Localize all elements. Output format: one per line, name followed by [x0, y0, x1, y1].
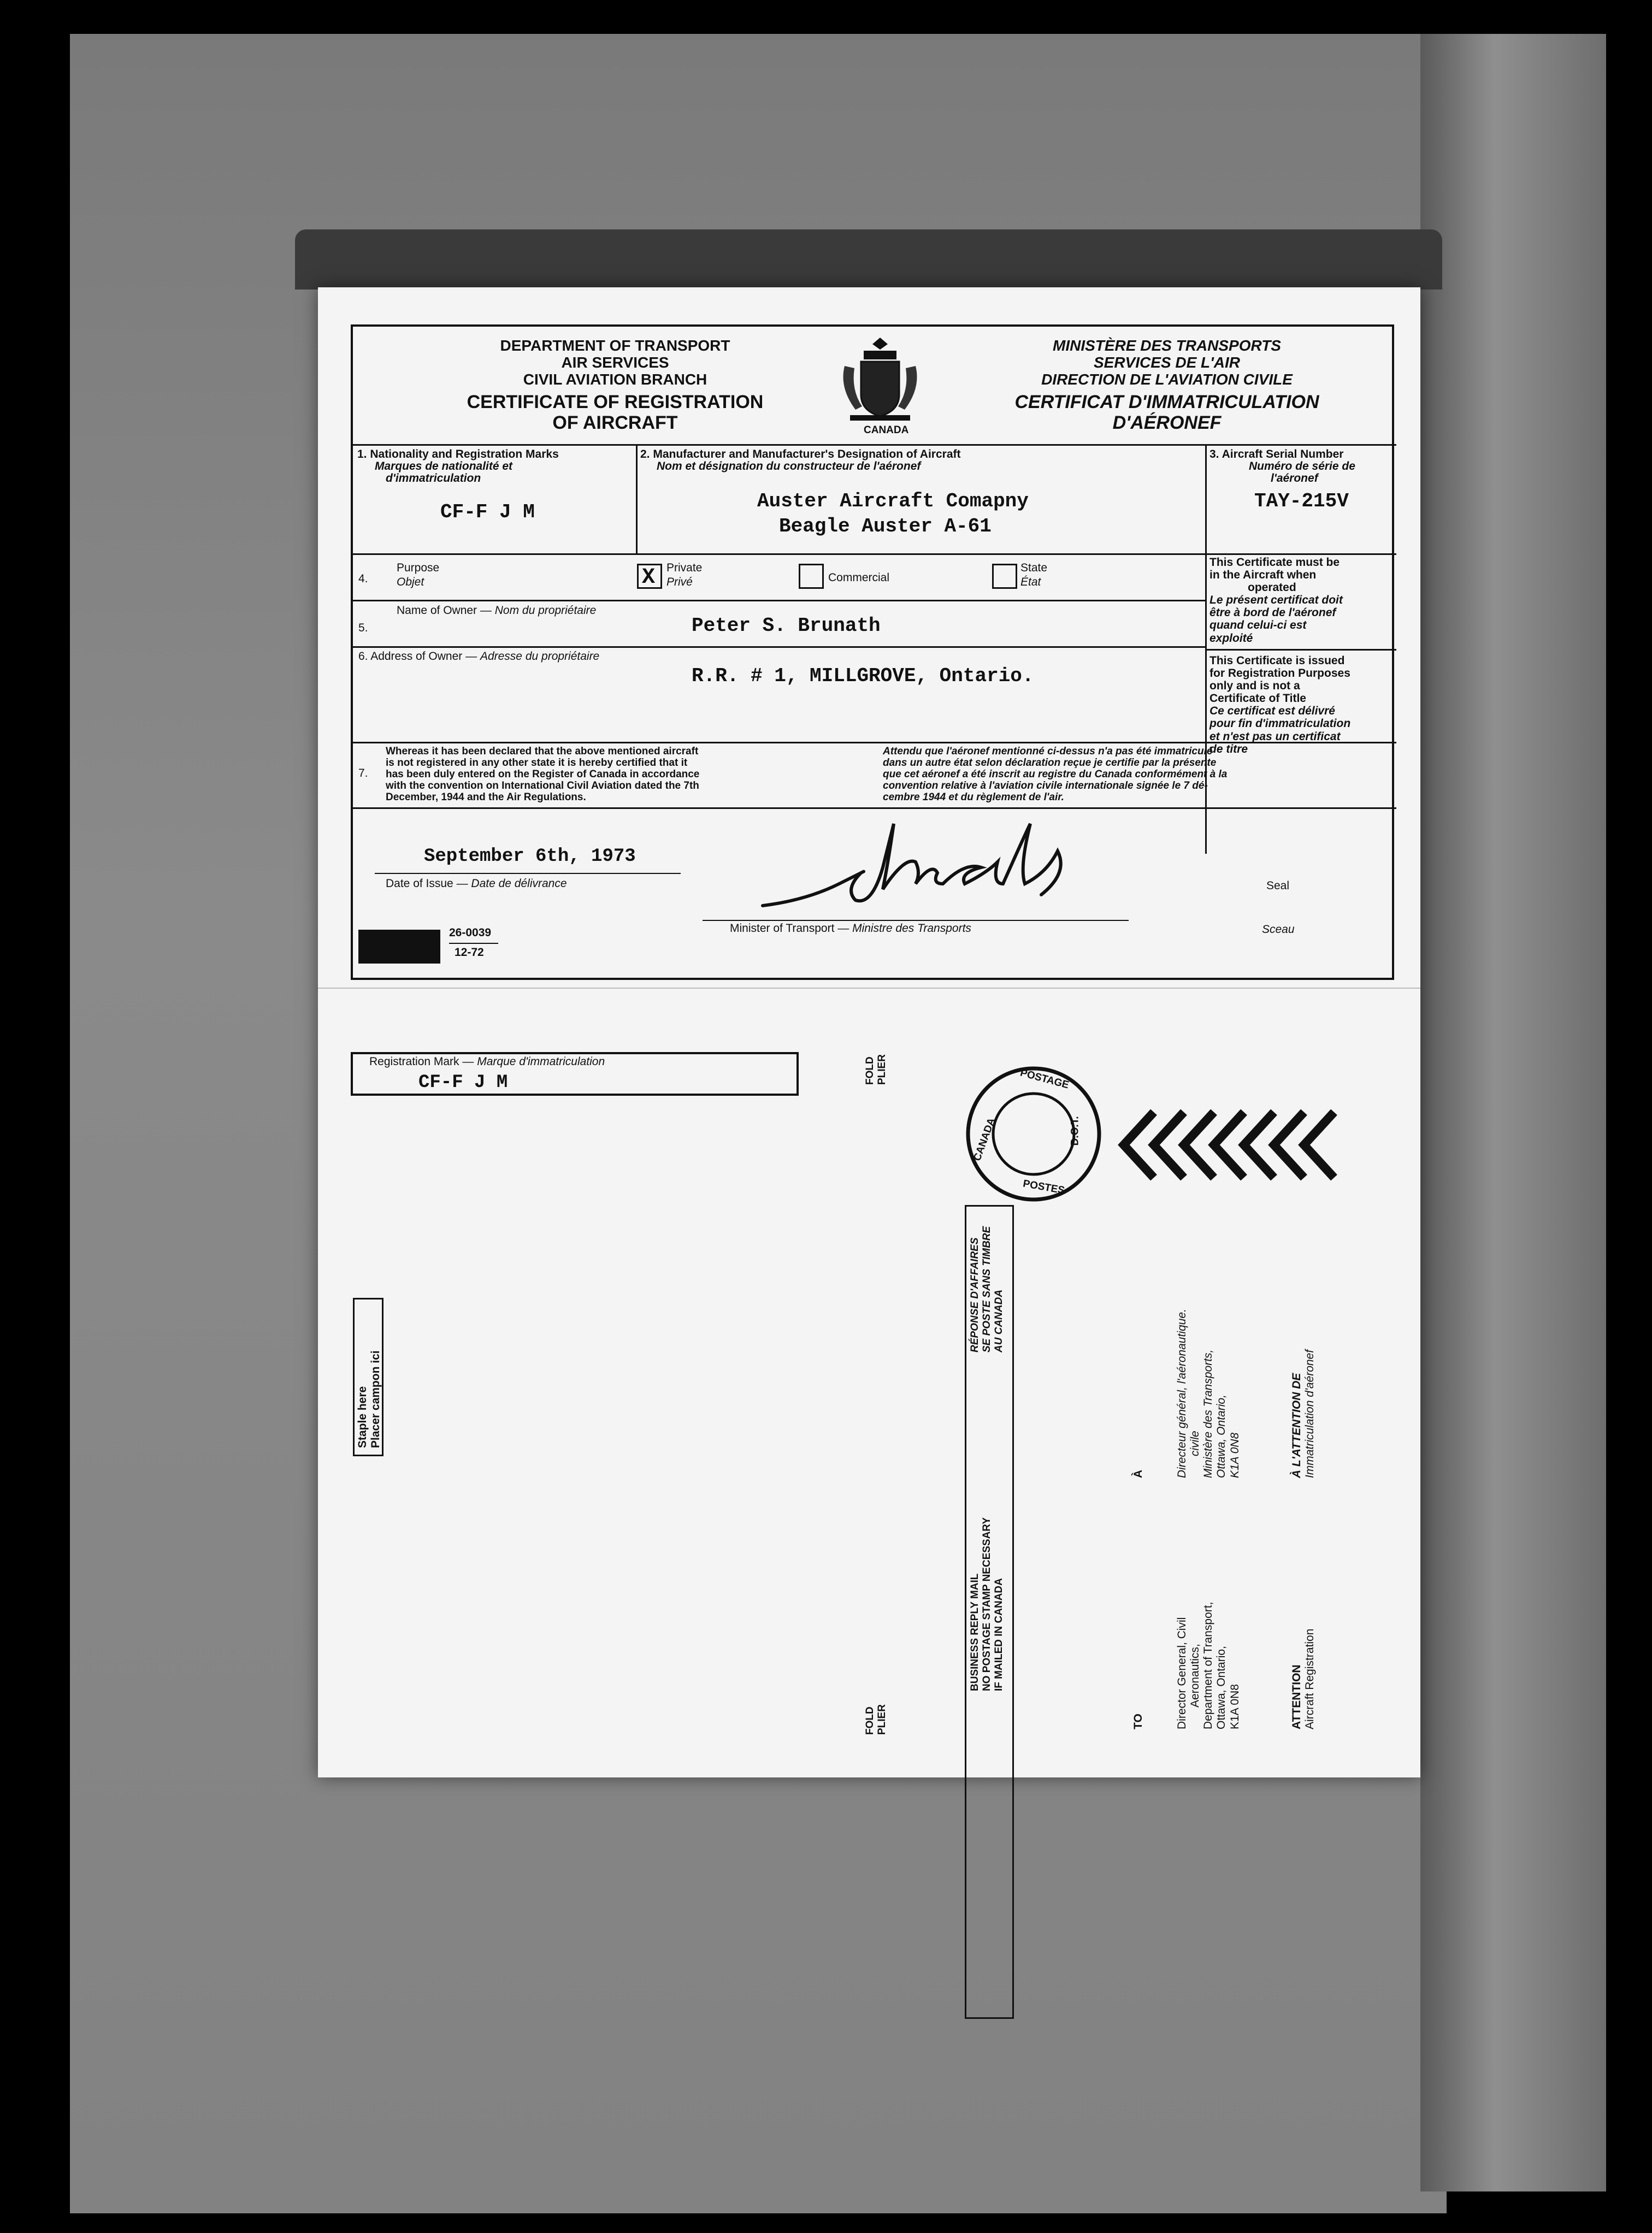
address-line: Ottawa, Ontario,	[1215, 1646, 1228, 1729]
address-label-row	[358, 650, 599, 663]
owner-label-row	[397, 604, 596, 617]
address-line: civile	[1189, 1431, 1202, 1456]
business-reply-line: NO POSTAGE STAMP NECESSARY	[981, 1517, 993, 1691]
purpose-label: Purpose	[397, 562, 440, 574]
field4-number: 4.	[358, 572, 368, 585]
field1-label-fr: d'immatriculation	[386, 472, 481, 485]
address-label-fr: Adresse du propriétaire	[480, 650, 600, 663]
address-line: Aeronautics,	[1189, 1644, 1202, 1708]
form-number: 26-0039	[449, 926, 492, 939]
declaration-line: has been duly entered on the Register of Canada in accordance	[386, 768, 700, 780]
reg-mark-label-row	[369, 1055, 605, 1068]
declaration-fr	[883, 746, 1227, 803]
address-line: Ottawa, Ontario,	[1215, 1395, 1228, 1478]
divider	[1205, 649, 1396, 651]
minister-label-row	[730, 922, 971, 935]
address-line: Director General, Civil	[1176, 1617, 1188, 1729]
serial-number-value: TAY-215V	[1254, 490, 1349, 512]
declaration-line: Whereas it has been declared that the above mentioned aircraft	[386, 746, 699, 757]
field5-number: 5.	[358, 622, 368, 634]
purpose-state-label-fr: État	[1020, 576, 1041, 588]
to-label: TO	[1132, 1714, 1144, 1729]
postage-stamp	[963, 1063, 1105, 1208]
fold-label-line: PLIER	[876, 1054, 888, 1085]
owner-label: Name of Owner —	[397, 604, 492, 617]
minister-signature	[746, 818, 1140, 925]
declaration-line: December, 1944 and the Air Regulations.	[386, 791, 586, 803]
address-line: K1A 0N8	[1228, 1432, 1241, 1478]
declaration-line: convention relative à l'aviation civile internationale signée le 7 dé-	[883, 779, 1208, 791]
emblem-label: CANADA	[864, 424, 909, 436]
reg-mark-value: CF-F J M	[418, 1072, 508, 1093]
certificate-subtitle-fr: D'AÉRONEF	[1112, 412, 1222, 433]
business-reply-text-fr	[969, 1226, 1005, 1352]
form-date: 12-72	[455, 946, 484, 959]
checkbox-mark: X	[642, 565, 656, 590]
staple-label-line: Staple here	[356, 1386, 369, 1448]
purpose-private-label: Private	[666, 562, 703, 574]
divider	[353, 444, 1396, 446]
certificate-title-en: CERTIFICATE OF REGISTRATION	[467, 392, 764, 413]
divider	[353, 646, 1205, 648]
fold-label-line: FOLD	[864, 1706, 876, 1735]
stamp-bottom-label: POSTES	[1022, 1178, 1066, 1197]
header-line: DIRECTION DE L'AVIATION CIVILE	[1041, 370, 1293, 388]
declaration-line: que cet aéronef a été inscrit au registre du Canada conformément à la	[883, 768, 1228, 780]
date-of-issue-value: September 6th, 1973	[424, 846, 636, 867]
to-label-fr: À	[1132, 1469, 1144, 1478]
registration-mark-box	[351, 1052, 799, 1096]
address-line: K1A 0N8	[1228, 1684, 1241, 1729]
fold-label-bottom	[864, 1704, 888, 1735]
purpose-state-checkbox[interactable]	[992, 564, 1017, 589]
note-line: only and is not a	[1210, 680, 1300, 693]
owner-name-value: Peter S. Brunath	[692, 615, 881, 637]
header-line: CIVIL AVIATION BRANCH	[523, 370, 707, 388]
attention-value-fr: Immatriculation d'aéronef	[1303, 1349, 1317, 1478]
owner-label-fr: Nom du propriétaire	[494, 604, 597, 617]
note-line: Certificate of Title	[1210, 692, 1306, 705]
header-left	[462, 338, 768, 433]
divider	[636, 444, 638, 553]
note-line: This Certificate must be	[1210, 556, 1340, 569]
field1-label: 1. Nationality and Registration Marks	[357, 448, 559, 460]
minister-label: Minister of Transport —	[730, 922, 849, 935]
declaration-line: is not registered in any other state it is hereby certified that it	[386, 757, 688, 769]
address-fr	[1176, 1309, 1242, 1478]
date-label: Date of Issue —	[386, 877, 468, 890]
business-reply-line: SE POSTE SANS TIMBRE	[981, 1226, 993, 1352]
note-line: quand celui-ci est	[1210, 619, 1307, 632]
seal-label: Seal	[1266, 879, 1290, 892]
staple-label	[356, 1350, 382, 1448]
divider	[353, 807, 1396, 809]
owner-address-value: R.R. # 1, MILLGROVE, Ontario.	[692, 665, 1034, 687]
stamp-left-label: CANADA	[971, 1116, 998, 1163]
business-reply-line: RÉPONSE D'AFFAIRES	[969, 1237, 981, 1352]
note-line: in the Aircraft when	[1210, 569, 1317, 582]
attention-label: ATTENTION	[1290, 1664, 1303, 1729]
purpose-note	[1210, 654, 1350, 755]
reg-mark-label-fr: Marque d'immatriculation	[477, 1055, 605, 1068]
date-label-fr: Date de délivrance	[471, 877, 567, 890]
header-line: DEPARTMENT OF TRANSPORT	[500, 337, 730, 354]
stamp-center-label: D.O.T.	[1069, 1116, 1081, 1146]
business-reply-line: AU CANADA	[993, 1289, 1005, 1352]
purpose-private-label-fr: Privé	[666, 576, 693, 588]
fold-label-line: PLIER	[876, 1704, 888, 1735]
field3-label-fr: Numéro de série de	[1249, 460, 1355, 472]
minister-underline	[703, 920, 1129, 921]
attention-en	[1290, 1629, 1317, 1729]
designation-value: Beagle Auster A-61	[779, 515, 992, 537]
attention-value: Aircraft Registration	[1303, 1628, 1317, 1729]
attention-label-fr: À L'ATTENTION DE	[1290, 1373, 1303, 1478]
redaction-block	[358, 930, 440, 964]
note-line: être à bord de l'aéronef	[1210, 606, 1336, 619]
field2-label: 2. Manufacturer and Manufacturer's Designation of Aircraft	[640, 448, 961, 460]
purpose-label-fr: Objet	[397, 576, 424, 588]
business-reply-line: BUSINESS REPLY MAIL	[969, 1573, 981, 1691]
declaration-line: with the convention on International Civil Aviation dated the 7th	[386, 779, 699, 791]
certificate-subtitle-en: OF AIRCRAFT	[552, 412, 678, 433]
note-line: exploité	[1210, 631, 1253, 645]
field1-label-fr: Marques de nationalité et	[375, 460, 513, 472]
staple-label-line: Placer campon ici	[369, 1350, 382, 1448]
header-line: MINISTÈRE DES TRANSPORTS	[1053, 337, 1281, 354]
declaration-line: dans un autre état selon déclaration reçue je certifie par la présente	[883, 757, 1217, 769]
address-line: Department of Transport,	[1202, 1602, 1215, 1729]
header-line: SERVICES DE L'AIR	[1093, 353, 1241, 371]
note-line: Ce certificat est délivré	[1210, 705, 1335, 718]
declaration-line: Attendu que l'aéronef mentionné ci-dessus n'a pas été immatriculé	[883, 746, 1213, 757]
divider	[353, 553, 1396, 555]
address-label: 6. Address of Owner —	[358, 650, 477, 663]
fold-label-line: FOLD	[864, 1056, 876, 1085]
declaration-en	[386, 746, 699, 803]
canada-coat-of-arms-icon	[834, 333, 927, 437]
field7-number: 7.	[358, 767, 368, 779]
fold-label-top	[864, 1054, 888, 1085]
note-line: Le présent certificat doit	[1210, 594, 1343, 607]
note-line: for Registration Purposes	[1210, 667, 1350, 680]
field3-label: 3. Aircraft Serial Number	[1210, 448, 1344, 460]
film-right-strip	[1420, 34, 1606, 2191]
card-shadow	[295, 229, 1442, 290]
note-line: This Certificate is issued	[1210, 654, 1345, 667]
address-line: Directeur général, l'aéronautique.	[1176, 1309, 1188, 1478]
fold-line	[318, 988, 1420, 989]
minister-label-fr: Ministre des Transports	[852, 922, 971, 935]
purpose-commercial-label: Commercial	[828, 571, 890, 584]
business-reply-line: IF MAILED IN CANADA	[993, 1578, 1005, 1691]
stamp-top-label: POSTAGE	[1019, 1067, 1070, 1091]
date-label-row	[386, 877, 567, 890]
manufacturer-value: Auster Aircraft Comapny	[757, 490, 1029, 512]
field3-label-fr: l'aéronef	[1271, 472, 1318, 485]
header-right	[981, 338, 1353, 433]
registration-card	[318, 287, 1420, 1777]
seal-label-fr: Sceau	[1262, 923, 1295, 936]
carry-note	[1210, 556, 1343, 645]
certificate-title-fr: CERTIFICAT D'IMMATRICULATION	[1014, 392, 1319, 413]
registration-marks-value: CF-F J M	[440, 501, 535, 523]
reg-mark-label: Registration Mark —	[369, 1055, 474, 1068]
note-line: de titre	[1210, 742, 1248, 755]
purpose-private-checkbox[interactable]	[637, 564, 662, 589]
business-reply-text	[969, 1517, 1005, 1691]
purpose-state-label: State	[1020, 562, 1048, 574]
purpose-commercial-checkbox[interactable]	[799, 564, 824, 589]
address-en	[1176, 1602, 1242, 1729]
field2-label-fr: Nom et désignation du constructeur de l'aéronef	[657, 460, 921, 472]
chevron-arrows-icon	[1116, 1101, 1345, 1191]
declaration-line: cembre 1944 et du règlement de l'air.	[883, 791, 1064, 803]
address-line: Ministère des Transports,	[1202, 1349, 1215, 1478]
attention-fr	[1290, 1350, 1317, 1478]
note-line: operated	[1248, 581, 1296, 594]
header-line: AIR SERVICES	[561, 353, 669, 371]
note-line: et n'est pas un certificat	[1210, 730, 1341, 743]
date-underline	[375, 873, 681, 874]
form-number-rule	[449, 943, 498, 944]
note-line: pour fin d'immatriculation	[1210, 717, 1351, 730]
divider	[353, 600, 1205, 601]
certificate-form	[351, 324, 1394, 980]
